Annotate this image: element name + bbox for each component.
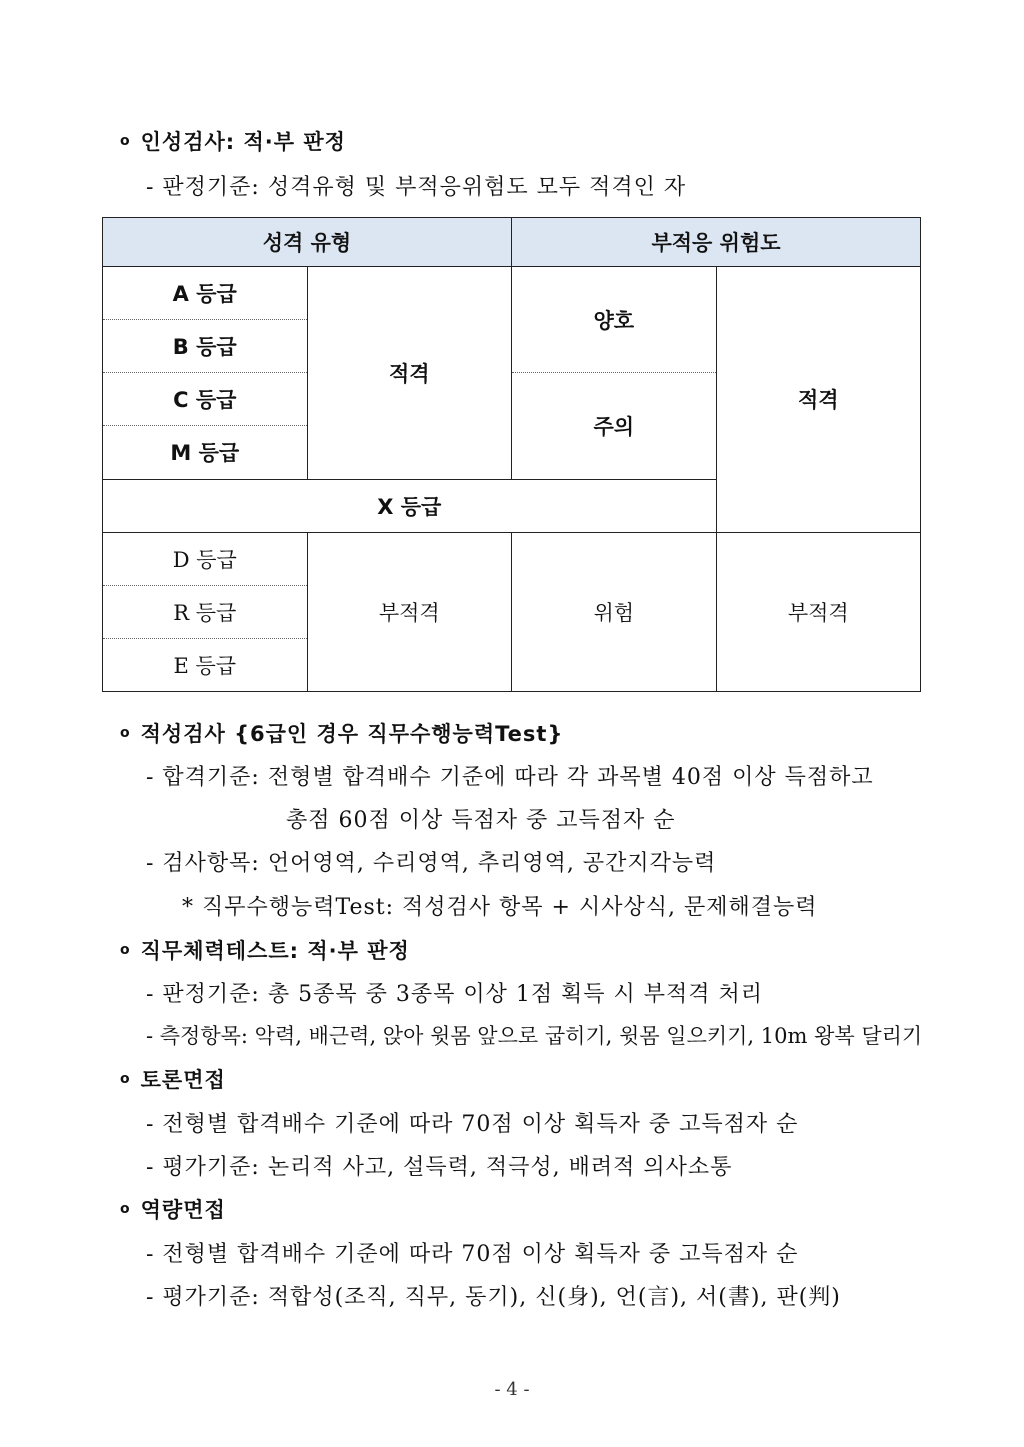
personality-criteria: - 판정기준: 성격유형 및 부적응위험도 모두 적격인 자 [146,175,687,200]
type-fail: 부적격 [307,532,512,691]
competency-line2: - 평가기준: 적합성(조직, 직무, 동기), 신(身), 언(言), 서(書), 판(判) [146,1285,841,1310]
personality-table [102,217,921,692]
competency-heading: o 역량면접 [120,1198,226,1222]
bullet-icon: o [120,725,131,741]
discussion-line1: - 전형별 합격배수 기준에 따라 70점 이상 획득자 중 고득점자 순 [146,1112,799,1137]
page-number: - 4 - [494,1379,530,1400]
fitness-items: - 측정항목: 악력, 배근력, 앉아 윗몸 앞으로 굽히기, 윗몸 일으키기, 10m 왕복 달리기 [146,1024,923,1048]
risk-good: 양호 [512,267,717,373]
risk-pass: 적격 [716,267,921,533]
header-maladjustment-risk: 부적응 위험도 [512,218,921,267]
fitness-criteria: - 판정기준: 총 5종목 중 3종목 이상 1점 획득 시 부적격 처리 [146,982,764,1007]
grade-b: B 등급 [103,320,308,373]
risk-caution: 주의 [512,373,717,479]
grade-r: R 등급 [103,585,308,638]
risk-danger: 위험 [512,532,717,691]
bullet-icon: o [120,133,131,149]
aptitude-heading: o 적성검사 {6급인 경우 직무수행능력Test} [120,722,564,746]
discussion-line2: - 평가기준: 논리적 사고, 설득력, 적극성, 배려적 의사소통 [146,1155,733,1180]
grade-a: A 등급 [103,267,308,320]
bullet-icon: o [120,942,131,958]
grade-m: M 등급 [103,426,308,479]
grade-e: E 등급 [103,638,308,691]
grade-d: D 등급 [103,532,308,585]
bullet-icon: o [120,1071,131,1087]
discussion-heading: o 토론면접 [120,1068,226,1092]
aptitude-pass-criteria-cont: 총점 60점 이상 득점자 중 고득점자 순 [286,808,676,833]
grade-c: C 등급 [103,373,308,426]
type-pass: 적격 [307,267,512,480]
aptitude-note: * 직무수행능력Test: 적성검사 항목 + 시사상식, 문제해결능력 [182,895,818,920]
grade-x: X 등급 [103,479,717,532]
fitness-heading: o 직무체력테스트: 적·부 판정 [120,939,410,963]
header-personality-type: 성격 유형 [103,218,512,267]
aptitude-pass-criteria: - 합격기준: 전형별 합격배수 기준에 따라 각 과목별 40점 이상 득점하고 [146,765,874,790]
risk-fail: 부적격 [716,532,921,691]
aptitude-items: - 검사항목: 언어영역, 수리영역, 추리영역, 공간지각능력 [146,851,717,876]
bullet-icon: o [120,1201,131,1217]
personality-heading: o 인성검사: 적·부 판정 [120,130,346,154]
competency-line1: - 전형별 합격배수 기준에 따라 70점 이상 획득자 중 고득점자 순 [146,1242,799,1267]
